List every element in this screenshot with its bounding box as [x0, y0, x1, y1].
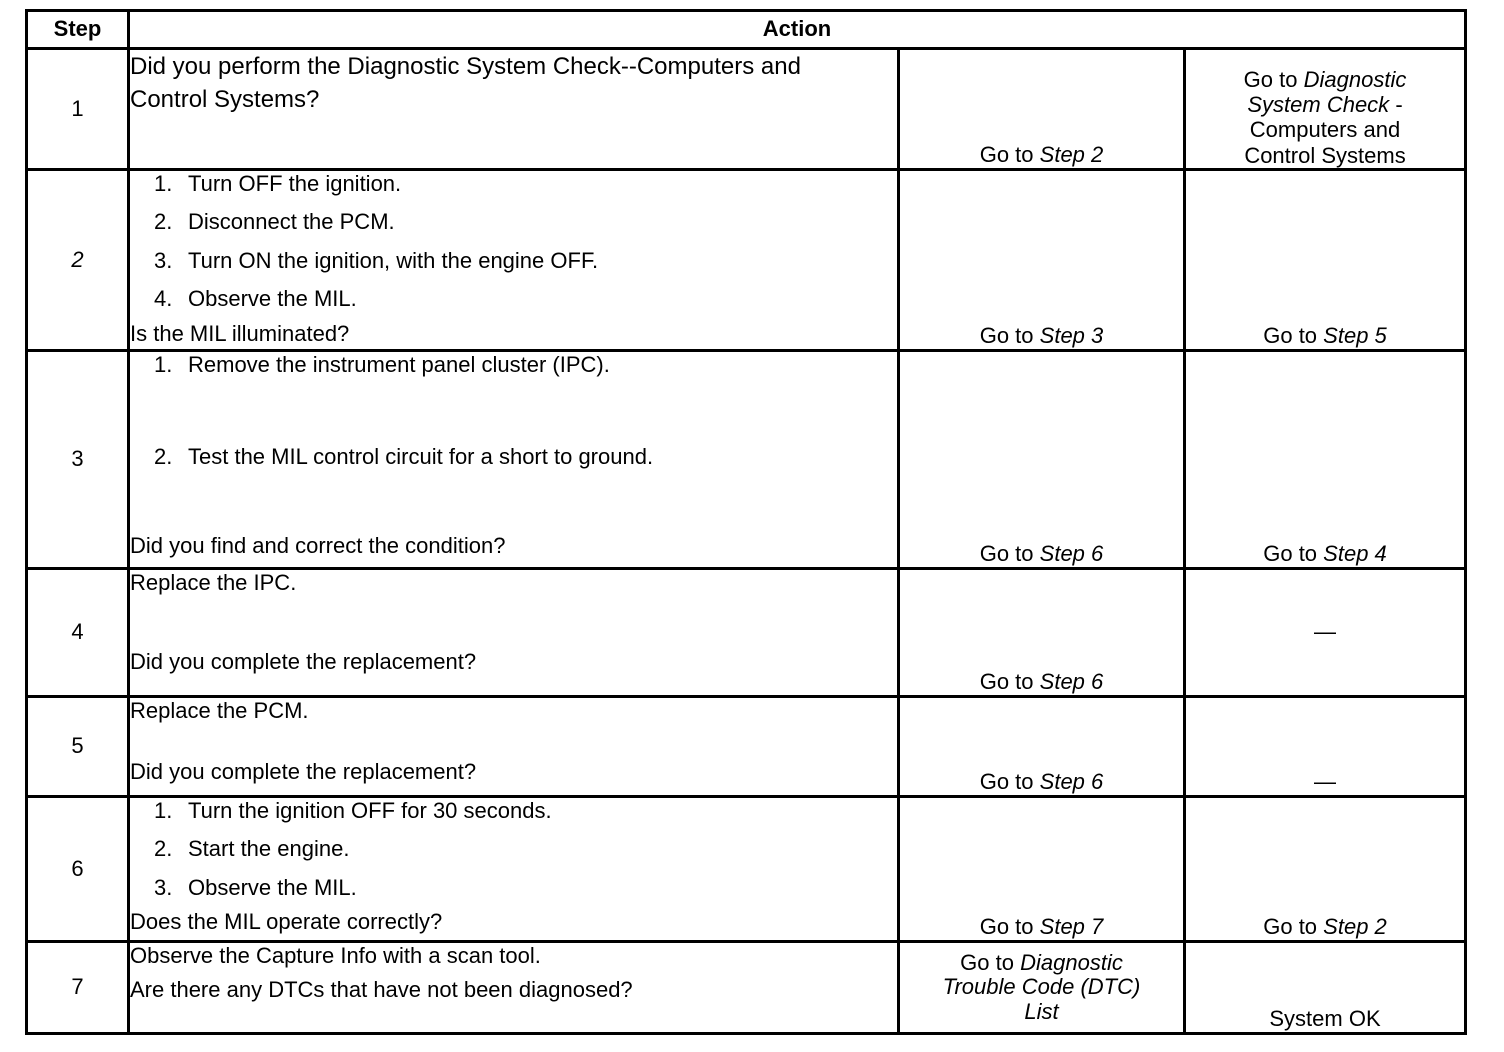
- list-item: 2. Disconnect the PCM.: [154, 209, 395, 235]
- header-action: Action: [129, 11, 1466, 49]
- yes-cell: Go to Step 6: [899, 351, 1185, 569]
- yes-cell: Go to Step 7: [899, 797, 1185, 942]
- header-row: [27, 11, 1466, 49]
- table-row: [27, 797, 1466, 942]
- step-number: 3: [27, 351, 129, 569]
- action-cell: [129, 569, 899, 697]
- yes-cell: Go to Step 3: [899, 170, 1185, 351]
- procedure-list: [130, 352, 897, 471]
- goto-diagnostic-link[interactable]: System Check: [1247, 92, 1390, 118]
- action-cell: [129, 49, 899, 170]
- plain-text: Control Systems: [1244, 142, 1406, 168]
- goto-dtc-link[interactable]: Trouble Code (DTC): [942, 974, 1141, 1000]
- system-ok-text: System OK: [1269, 1005, 1381, 1031]
- no-cell: Go to Step 2: [1185, 797, 1466, 942]
- goto-step-link[interactable]: Step 6: [1039, 668, 1104, 694]
- not-applicable-dash: —: [1314, 619, 1336, 645]
- goto-step-link[interactable]: Step 2: [1039, 141, 1104, 167]
- table-row: [27, 170, 1466, 351]
- list-item: 1. Turn OFF the ignition.: [154, 171, 402, 196]
- action-instruction: Replace the IPC.: [130, 570, 297, 595]
- action-cell: [129, 351, 899, 569]
- no-cell: [1185, 569, 1466, 697]
- no-cell: [1185, 49, 1466, 170]
- action-question: Did you complete the replacement?: [130, 759, 477, 785]
- yes-cell: Go to Step 6: [899, 569, 1185, 697]
- step-number: 5: [27, 697, 129, 797]
- list-item: 3. Observe the MIL.: [154, 874, 357, 900]
- list-item: 1. Turn the ignition OFF for 30 seconds.: [154, 798, 552, 823]
- table-row: [27, 351, 1466, 569]
- goto-step-link[interactable]: Step 5: [1323, 322, 1387, 348]
- no-cell: Go to Step 4: [1185, 351, 1466, 569]
- goto-step-link[interactable]: Step 4: [1323, 540, 1387, 566]
- table-row: [27, 942, 1466, 1034]
- dash-separator: -: [1395, 92, 1403, 118]
- action-question-line: Control Systems?: [130, 86, 320, 113]
- procedure-list: [130, 171, 897, 313]
- action-question: Does the MIL operate correctly?: [130, 909, 443, 935]
- goto-diagnostic-link[interactable]: Diagnostic: [1303, 66, 1407, 92]
- not-applicable-dash: —: [1314, 768, 1336, 794]
- table-row: [27, 49, 1466, 170]
- action-cell: [129, 170, 899, 351]
- goto-dtc-link[interactable]: Diagnostic: [1020, 950, 1123, 976]
- action-question-line: Did you perform the Diagnostic System Check--Computers and: [130, 53, 801, 80]
- goto-prefix: Go to: [1243, 66, 1298, 92]
- diagnostic-table: [25, 9, 1467, 1035]
- goto-prefix: Go to: [979, 141, 1034, 167]
- action-cell: [129, 697, 899, 797]
- goto-step-link[interactable]: Step 3: [1039, 322, 1104, 348]
- goto-step-link[interactable]: Step 6: [1039, 768, 1104, 794]
- step-number: 6: [27, 797, 129, 942]
- step-number: 4: [27, 569, 129, 697]
- action-question: Did you complete the replacement?: [130, 649, 477, 675]
- yes-cell: Go to Step 6: [899, 697, 1185, 797]
- goto-step-link[interactable]: Step 2: [1323, 913, 1387, 939]
- action-question: Are there any DTCs that have not been diagnosed?: [130, 977, 633, 1003]
- list-item: 2. Test the MIL control circuit for a short to ground.: [154, 444, 654, 470]
- action-question: Did you find and correct the condition?: [130, 532, 506, 558]
- list-item: 4. Observe the MIL.: [154, 286, 357, 312]
- no-cell: [1185, 942, 1466, 1034]
- step-number: 1: [27, 49, 129, 170]
- table-row: [27, 697, 1466, 797]
- plain-text: Computers and: [1249, 117, 1401, 143]
- action-question: Is the MIL illuminated?: [130, 320, 350, 346]
- action-cell: [129, 797, 899, 942]
- table-row: [27, 569, 1466, 697]
- goto-dtc-link[interactable]: List: [1024, 998, 1059, 1024]
- list-item: 1. Remove the instrument panel cluster (IPC).: [154, 352, 610, 377]
- step-number: 7: [27, 942, 129, 1034]
- action-instruction: Replace the PCM.: [130, 698, 309, 723]
- procedure-list: [130, 798, 897, 901]
- action-instruction: Observe the Capture Info with a scan tool.: [130, 943, 541, 968]
- action-cell: [129, 942, 899, 1034]
- step-number: 2: [27, 170, 129, 351]
- list-item: 2. Start the engine.: [154, 836, 350, 862]
- yes-cell: Go to Diagnostic Trouble Code (DTC) List: [899, 942, 1185, 1034]
- no-cell: [1185, 697, 1466, 797]
- list-item: 3. Turn ON the ignition, with the engine OFF.: [154, 247, 599, 273]
- no-cell: Go to Step 5: [1185, 170, 1466, 351]
- goto-step-link[interactable]: Step 6: [1039, 540, 1104, 566]
- header-step: Step: [27, 11, 129, 49]
- yes-cell: [899, 49, 1185, 170]
- goto-step-link[interactable]: Step 7: [1039, 913, 1104, 939]
